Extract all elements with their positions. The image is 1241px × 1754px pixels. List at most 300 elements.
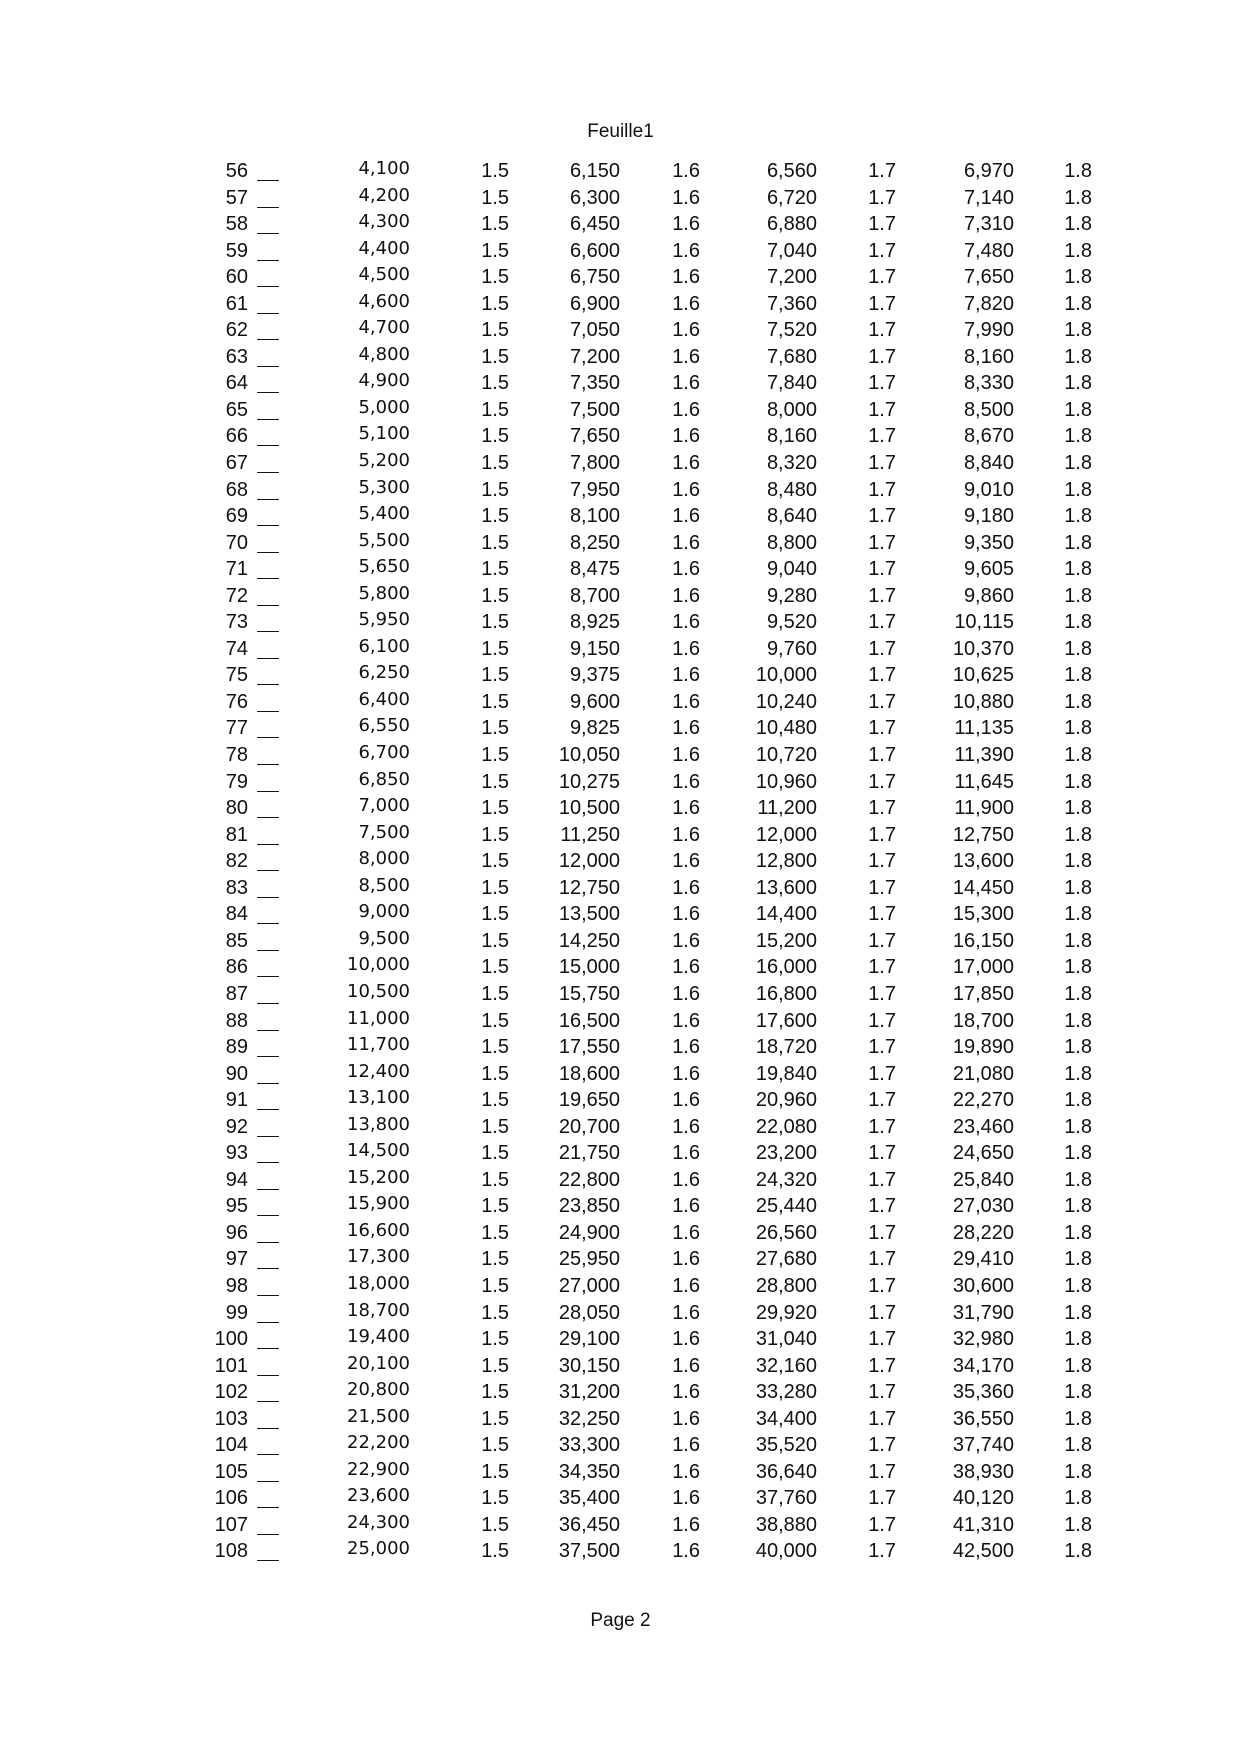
factor-1-8: 1.8: [1064, 372, 1092, 395]
blank-line: [257, 1248, 279, 1269]
base-value: 5,300: [358, 476, 410, 498]
table-row: [0, 1540, 1241, 1567]
factor-1-6: 1.6: [672, 213, 700, 236]
factor-1-6: 1.6: [672, 637, 700, 660]
factor-1-7: 1.7: [868, 292, 896, 315]
value-x1-7: 18,700: [952, 1009, 1014, 1032]
row-number: 56: [225, 160, 248, 182]
table-row: [0, 425, 1241, 452]
factor-1-6: 1.6: [672, 239, 700, 262]
row-number: 73: [225, 611, 248, 634]
factor-1-6: 1.6: [672, 1274, 700, 1297]
value-x1-7: 11,645: [954, 770, 1014, 793]
factor-1-7: 1.7: [868, 797, 896, 820]
value-x1-7: 7,310: [963, 213, 1014, 236]
table-row: [0, 237, 1241, 267]
factor-1-6: 1.6: [672, 611, 700, 634]
value-x1-6: 16,000: [755, 956, 817, 979]
value-x1-6: 29,920: [755, 1301, 817, 1324]
value-x1-7: 9,605: [963, 558, 1014, 581]
table-row: [0, 768, 1241, 798]
table-row: [0, 850, 1241, 877]
value-x1-6: 37,760: [755, 1487, 817, 1510]
factor-1-6: 1.6: [672, 1354, 700, 1377]
factor-1-7: 1.7: [868, 637, 896, 660]
table-row: [0, 452, 1241, 479]
factor-1-7: 1.7: [868, 1328, 896, 1351]
blank-line: [257, 691, 279, 712]
value-x1-7: 37,740: [952, 1434, 1014, 1457]
factor-1-8: 1.8: [1064, 452, 1092, 475]
table-row: [0, 1166, 1241, 1196]
value-x1-6: 20,960: [755, 1089, 817, 1112]
value-x1-5: 37,500: [558, 1540, 620, 1563]
table-row: [0, 1219, 1241, 1249]
value-x1-6: 35,520: [755, 1434, 817, 1457]
table-row: [0, 1113, 1241, 1143]
row-number: 88: [225, 1009, 248, 1032]
base-value: 5,400: [358, 503, 410, 525]
factor-1-5: 1.5: [481, 744, 509, 767]
row-number: 87: [225, 982, 248, 1005]
value-x1-6: 27,680: [755, 1248, 817, 1271]
factor-1-8: 1.8: [1064, 1142, 1092, 1165]
factor-1-6: 1.6: [672, 1168, 700, 1191]
factor-1-6: 1.6: [672, 664, 700, 687]
table-row: [0, 266, 1241, 293]
factor-1-8: 1.8: [1064, 1168, 1092, 1191]
factor-1-8: 1.8: [1064, 1381, 1092, 1404]
factor-1-7: 1.7: [868, 319, 896, 342]
value-x1-7: 6,970: [963, 160, 1014, 182]
table-row: [0, 874, 1241, 904]
factor-1-5: 1.5: [481, 266, 509, 289]
blank-line: [257, 160, 279, 181]
factor-1-7: 1.7: [868, 452, 896, 475]
blank-line: [257, 1142, 279, 1163]
factor-1-6: 1.6: [672, 1487, 700, 1510]
table-row: [0, 1458, 1241, 1488]
base-value: 6,100: [358, 635, 410, 657]
factor-1-6: 1.6: [672, 452, 700, 475]
row-number: 103: [214, 1407, 248, 1430]
row-number: 70: [225, 531, 248, 554]
value-x1-5: 9,600: [569, 690, 620, 713]
factor-1-7: 1.7: [868, 186, 896, 209]
value-x1-6: 22,080: [755, 1115, 817, 1138]
factor-1-5: 1.5: [481, 292, 509, 315]
factor-1-8: 1.8: [1064, 478, 1092, 501]
factor-1-7: 1.7: [868, 717, 896, 740]
value-x1-6: 7,360: [766, 292, 817, 315]
base-value: 15,900: [347, 1193, 410, 1215]
factor-1-5: 1.5: [481, 425, 509, 448]
page-number-footer: Page 2: [590, 1610, 651, 1631]
value-x1-5: 6,300: [569, 186, 620, 209]
factor-1-5: 1.5: [481, 770, 509, 793]
factor-1-5: 1.5: [481, 1328, 509, 1351]
table-row: [0, 903, 1241, 930]
factor-1-6: 1.6: [672, 823, 700, 846]
row-number: 89: [225, 1036, 248, 1059]
value-x1-6: 8,160: [766, 425, 817, 448]
factor-1-8: 1.8: [1064, 531, 1092, 554]
factor-1-8: 1.8: [1064, 1248, 1092, 1271]
blank-line: [257, 1487, 279, 1508]
factor-1-6: 1.6: [672, 1328, 700, 1351]
value-x1-5: 7,350: [569, 372, 620, 395]
value-x1-5: 6,150: [569, 160, 620, 182]
factor-1-5: 1.5: [481, 372, 509, 395]
value-x1-7: 36,550: [952, 1407, 1014, 1430]
factor-1-7: 1.7: [868, 770, 896, 793]
blank-line: [257, 187, 279, 208]
factor-1-5: 1.5: [481, 1221, 509, 1244]
factor-1-7: 1.7: [868, 1301, 896, 1324]
base-value: 7,000: [358, 795, 410, 817]
factor-1-5: 1.5: [481, 1487, 509, 1510]
value-x1-5: 12,000: [558, 850, 620, 873]
value-x1-7: 7,650: [963, 266, 1014, 289]
value-x1-5: 13,500: [558, 903, 620, 926]
table-row: [0, 1511, 1241, 1541]
value-x1-5: 6,750: [569, 266, 620, 289]
row-number: 83: [225, 876, 248, 899]
table-row: [0, 582, 1241, 612]
factor-1-7: 1.7: [868, 1142, 896, 1165]
factor-1-6: 1.6: [672, 1460, 700, 1483]
blank-line: [257, 479, 279, 500]
factor-1-7: 1.7: [868, 1115, 896, 1138]
value-x1-7: 30,600: [952, 1274, 1014, 1297]
value-x1-6: 7,040: [766, 239, 817, 262]
table-row: [0, 372, 1241, 399]
value-x1-5: 20,700: [558, 1115, 620, 1138]
row-number: 107: [214, 1513, 248, 1536]
base-value: 4,800: [358, 343, 410, 365]
row-number: 105: [214, 1460, 248, 1483]
factor-1-7: 1.7: [868, 1221, 896, 1244]
value-x1-7: 8,670: [963, 425, 1014, 448]
row-number: 77: [225, 717, 248, 740]
factor-1-6: 1.6: [672, 1009, 700, 1032]
table-row: [0, 744, 1241, 771]
factor-1-5: 1.5: [481, 1115, 509, 1138]
factor-1-5: 1.5: [481, 956, 509, 979]
factor-1-8: 1.8: [1064, 186, 1092, 209]
factor-1-6: 1.6: [672, 505, 700, 528]
factor-1-6: 1.6: [672, 1089, 700, 1112]
factor-1-8: 1.8: [1064, 1062, 1092, 1085]
factor-1-7: 1.7: [868, 1487, 896, 1510]
table-row: [0, 1352, 1241, 1382]
table-row: [0, 1405, 1241, 1435]
value-x1-7: 9,010: [963, 478, 1014, 501]
row-number: 74: [225, 637, 248, 660]
factor-1-8: 1.8: [1064, 637, 1092, 660]
factor-1-5: 1.5: [481, 505, 509, 528]
factor-1-8: 1.8: [1064, 398, 1092, 421]
value-x1-7: 14,450: [952, 876, 1014, 899]
base-value: 22,200: [347, 1432, 410, 1454]
value-x1-6: 14,400: [755, 903, 817, 926]
factor-1-6: 1.6: [672, 425, 700, 448]
row-number: 84: [225, 903, 248, 926]
value-x1-5: 30,150: [558, 1354, 620, 1377]
row-number: 86: [225, 956, 248, 979]
blank-line: [257, 877, 279, 898]
factor-1-6: 1.6: [672, 797, 700, 820]
blank-line: [257, 1089, 279, 1110]
factor-1-7: 1.7: [868, 239, 896, 262]
value-x1-6: 25,440: [755, 1195, 817, 1218]
base-value: 11,000: [347, 1007, 410, 1029]
value-x1-5: 21,750: [558, 1142, 620, 1165]
value-x1-5: 17,550: [558, 1036, 620, 1059]
row-number: 78: [225, 744, 248, 767]
value-x1-6: 31,040: [755, 1328, 817, 1351]
value-x1-5: 6,450: [569, 213, 620, 236]
value-x1-6: 15,200: [755, 929, 817, 952]
value-x1-6: 9,760: [766, 637, 817, 660]
value-x1-7: 11,135: [954, 717, 1014, 740]
blank-line: [257, 930, 279, 951]
factor-1-8: 1.8: [1064, 690, 1092, 713]
table-row: [0, 664, 1241, 691]
row-number: 90: [225, 1062, 248, 1085]
row-number: 92: [225, 1115, 248, 1138]
row-number: 100: [214, 1328, 248, 1351]
value-x1-6: 16,800: [755, 982, 817, 1005]
blank-line: [257, 1381, 279, 1402]
factor-1-5: 1.5: [481, 1168, 509, 1191]
factor-1-5: 1.5: [481, 319, 509, 342]
row-number: 58: [225, 213, 248, 236]
table-row: [0, 688, 1241, 718]
factor-1-8: 1.8: [1064, 770, 1092, 793]
base-value: 11,700: [347, 1034, 410, 1056]
base-value: 6,250: [358, 662, 410, 684]
factor-1-7: 1.7: [868, 160, 896, 182]
value-x1-5: 27,000: [558, 1274, 620, 1297]
factor-1-7: 1.7: [868, 1274, 896, 1297]
value-x1-5: 7,050: [569, 319, 620, 342]
value-x1-6: 12,000: [755, 823, 817, 846]
factor-1-8: 1.8: [1064, 717, 1092, 740]
table-row: [0, 505, 1241, 532]
factor-1-5: 1.5: [481, 1062, 509, 1085]
factor-1-8: 1.8: [1064, 850, 1092, 873]
value-x1-5: 11,250: [560, 823, 620, 846]
value-x1-5: 7,500: [569, 398, 620, 421]
factor-1-6: 1.6: [672, 1434, 700, 1457]
factor-1-8: 1.8: [1064, 876, 1092, 899]
factor-1-6: 1.6: [672, 266, 700, 289]
row-number: 96: [225, 1221, 248, 1244]
row-number: 65: [225, 398, 248, 421]
table-row: [0, 927, 1241, 957]
value-x1-7: 10,880: [952, 690, 1014, 713]
base-value: 21,500: [347, 1405, 410, 1427]
factor-1-6: 1.6: [672, 982, 700, 1005]
factor-1-6: 1.6: [672, 1540, 700, 1563]
factor-1-7: 1.7: [868, 690, 896, 713]
factor-1-5: 1.5: [481, 1274, 509, 1297]
base-value: 14,500: [347, 1140, 410, 1162]
factor-1-7: 1.7: [868, 664, 896, 687]
blank-line: [257, 1434, 279, 1455]
base-value: 24,300: [347, 1511, 410, 1533]
blank-line: [257, 1169, 279, 1190]
blank-line: [257, 1302, 279, 1323]
base-value: 17,300: [347, 1246, 410, 1268]
row-number: 63: [225, 345, 248, 368]
value-x1-5: 23,850: [558, 1195, 620, 1218]
value-x1-6: 24,320: [755, 1168, 817, 1191]
factor-1-7: 1.7: [868, 505, 896, 528]
base-value: 6,550: [358, 715, 410, 737]
base-value: 6,400: [358, 688, 410, 710]
blank-line: [257, 797, 279, 818]
row-number: 69: [225, 505, 248, 528]
factor-1-8: 1.8: [1064, 956, 1092, 979]
base-value: 4,600: [358, 290, 410, 312]
factor-1-5: 1.5: [481, 717, 509, 740]
value-x1-6: 36,640: [755, 1460, 817, 1483]
value-x1-6: 8,320: [766, 452, 817, 475]
factor-1-8: 1.8: [1064, 1274, 1092, 1297]
table-row: [0, 956, 1241, 983]
row-number: 99: [225, 1301, 248, 1324]
blank-line: [257, 585, 279, 606]
factor-1-5: 1.5: [481, 186, 509, 209]
factor-1-6: 1.6: [672, 1195, 700, 1218]
value-x1-7: 8,840: [963, 452, 1014, 475]
base-value: 20,800: [347, 1379, 410, 1401]
blank-line: [257, 903, 279, 924]
factor-1-8: 1.8: [1064, 1221, 1092, 1244]
factor-1-8: 1.8: [1064, 1434, 1092, 1457]
factor-1-6: 1.6: [672, 160, 700, 182]
value-x1-7: 7,480: [963, 239, 1014, 262]
factor-1-6: 1.6: [672, 1142, 700, 1165]
factor-1-5: 1.5: [481, 1195, 509, 1218]
base-value: 9,000: [358, 901, 410, 923]
value-x1-7: 35,360: [952, 1381, 1014, 1404]
row-number: 68: [225, 478, 248, 501]
value-x1-7: 10,625: [952, 664, 1014, 687]
base-value: 13,100: [347, 1087, 410, 1109]
row-number: 85: [225, 929, 248, 952]
table-row: [0, 1487, 1241, 1514]
table-row: [0, 980, 1241, 1010]
table-row: [0, 1248, 1241, 1275]
table-row: [0, 1195, 1241, 1222]
factor-1-7: 1.7: [868, 1195, 896, 1218]
row-number: 71: [225, 558, 248, 581]
factor-1-5: 1.5: [481, 239, 509, 262]
base-value: 4,200: [358, 184, 410, 206]
value-x1-7: 17,850: [952, 982, 1014, 1005]
factor-1-6: 1.6: [672, 292, 700, 315]
factor-1-5: 1.5: [481, 1248, 509, 1271]
value-x1-5: 32,250: [558, 1407, 620, 1430]
factor-1-7: 1.7: [868, 1248, 896, 1271]
blank-line: [257, 1461, 279, 1482]
value-x1-7: 7,990: [963, 319, 1014, 342]
value-x1-7: 21,080: [952, 1062, 1014, 1085]
blank-line: [257, 293, 279, 314]
base-value: 10,000: [347, 954, 410, 976]
factor-1-7: 1.7: [868, 1434, 896, 1457]
value-x1-7: 8,500: [963, 398, 1014, 421]
base-value: 25,000: [347, 1538, 410, 1560]
factor-1-5: 1.5: [481, 929, 509, 952]
value-x1-7: 16,150: [952, 929, 1014, 952]
factor-1-5: 1.5: [481, 1460, 509, 1483]
table-row: [0, 319, 1241, 346]
factor-1-6: 1.6: [672, 1221, 700, 1244]
base-value: 8,500: [358, 874, 410, 896]
value-x1-6: 26,560: [755, 1221, 817, 1244]
base-value: 4,100: [358, 158, 410, 179]
base-value: 5,800: [358, 582, 410, 604]
factor-1-6: 1.6: [672, 1381, 700, 1404]
value-x1-7: 41,310: [952, 1513, 1014, 1536]
factor-1-5: 1.5: [481, 823, 509, 846]
table-row: [0, 1007, 1241, 1037]
factor-1-8: 1.8: [1064, 1009, 1092, 1032]
factor-1-5: 1.5: [481, 584, 509, 607]
factor-1-8: 1.8: [1064, 1328, 1092, 1351]
factor-1-5: 1.5: [481, 850, 509, 873]
factor-1-6: 1.6: [672, 478, 700, 501]
table-row: [0, 529, 1241, 559]
table-row: [0, 396, 1241, 426]
factor-1-5: 1.5: [481, 213, 509, 236]
row-number: 72: [225, 584, 248, 607]
base-value: 5,000: [358, 396, 410, 418]
value-x1-6: 8,480: [766, 478, 817, 501]
factor-1-5: 1.5: [481, 160, 509, 182]
factor-1-8: 1.8: [1064, 1460, 1092, 1483]
value-x1-5: 34,350: [558, 1460, 620, 1483]
value-x1-5: 8,700: [569, 584, 620, 607]
value-x1-5: 12,750: [558, 876, 620, 899]
value-x1-5: 9,375: [569, 664, 620, 687]
value-x1-7: 22,270: [952, 1089, 1014, 1112]
factor-1-6: 1.6: [672, 1407, 700, 1430]
factor-1-5: 1.5: [481, 1540, 509, 1563]
factor-1-6: 1.6: [672, 717, 700, 740]
factor-1-5: 1.5: [481, 558, 509, 581]
factor-1-6: 1.6: [672, 690, 700, 713]
base-value: 12,400: [347, 1060, 410, 1082]
value-x1-5: 8,250: [569, 531, 620, 554]
factor-1-5: 1.5: [481, 1036, 509, 1059]
base-value: 23,600: [347, 1485, 410, 1507]
value-x1-7: 29,410: [952, 1248, 1014, 1271]
row-number: 97: [225, 1248, 248, 1271]
value-x1-6: 28,800: [755, 1274, 817, 1297]
table-row: [0, 1381, 1241, 1408]
value-x1-5: 35,400: [558, 1487, 620, 1510]
value-x1-7: 23,460: [952, 1115, 1014, 1138]
table-row: [0, 1036, 1241, 1063]
base-value: 5,100: [358, 423, 410, 445]
factor-1-7: 1.7: [868, 929, 896, 952]
factor-1-6: 1.6: [672, 186, 700, 209]
